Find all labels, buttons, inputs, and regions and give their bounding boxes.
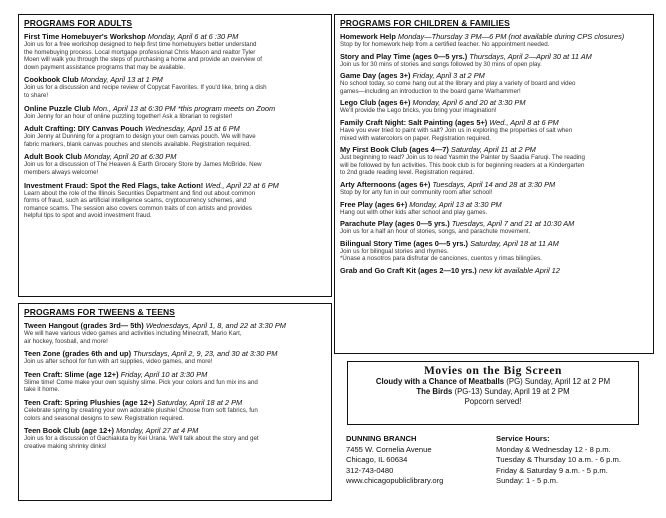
program-title: Teen Book Club (age 12+): [24, 426, 115, 436]
program-title: Parachute Play (ages 0—5 yrs.): [340, 219, 450, 229]
program-when: Monday, April 27 at 4 PM: [116, 426, 199, 436]
program-description-line: *Únase a nosotros para disfrutar de canciones, cuentos y rimas bilingües.: [340, 255, 542, 263]
program-description-line: take it home.: [24, 386, 60, 394]
program-title: Grab and Go Craft Kit (ages 2—10 yrs.): [340, 265, 477, 275]
program-description-line: members always welcome!: [24, 168, 99, 176]
branch-name: DUNNING BRANCH: [346, 434, 417, 443]
program-when: Wed., April 8 at 6 PM: [489, 117, 559, 127]
program-description-line: Join Jenny for an hour of online puzzling together! Ask a librarian to register!: [24, 112, 233, 120]
program-item: [24, 181, 327, 220]
program-heading: [340, 71, 649, 80]
program-heading: [340, 200, 649, 209]
movie-box: [347, 361, 639, 425]
movie-title: Cloudy with a Chance of Meatballs: [375, 377, 505, 386]
program-item: [340, 239, 649, 263]
program-title: Arty Afternoons (ages 6+): [340, 179, 431, 189]
program-heading: [24, 349, 327, 358]
program-description-line: Have you ever tried to paint with salt? Join us in exploring the properties of salt when: [340, 126, 573, 134]
program-when: Tuesdays, April 14 and 28 at 3:30 PM: [432, 179, 556, 189]
program-item: [24, 32, 327, 71]
program-title: Lego Club (ages 6+): [340, 98, 411, 108]
program-heading: [24, 181, 327, 190]
hours-heading: Service Hours:: [496, 434, 550, 443]
program-description-line: We will have various video games and activities including Minecraft, Mario Kart,: [24, 330, 242, 337]
program-item: [340, 145, 649, 177]
program-when: Wednesdays, April 1, 8, and 22 at 3:30 PM: [145, 321, 286, 330]
program-heading: [24, 104, 327, 113]
program-description-line: will be followed by fun activities. This book club is for beginning readers at a Kindergarten: [340, 161, 585, 169]
adults-programs-box: [18, 14, 332, 297]
program-description-line: mixed with watercolors on paper. Registration required.: [340, 134, 491, 142]
program-description-line: We'll provide the Lego bricks, you bring your imagination!: [340, 107, 497, 115]
program-title: First Time Homebuyer's Workshop: [24, 32, 146, 41]
program-description-line: down payment assistance programs that may be available.: [24, 63, 185, 71]
program-item: [340, 180, 649, 197]
movie-heading: Movies on the Big Screen: [423, 365, 563, 377]
program-when: Monday, April 6 and 20 at 3:30 PM: [412, 98, 526, 108]
program-when: Monday—Thursday 3 PM—6 PM (not available during CPS closures): [397, 32, 625, 41]
program-item: [24, 104, 327, 121]
movie-detail: (PG) Sunday, April 12 at 2 PM: [506, 377, 611, 386]
children-heading: PROGRAMS FOR CHILDREN & FAMILIES: [340, 18, 510, 28]
program-description-line: games—including an introduction to the board game Warhammer!: [340, 87, 521, 95]
program-when: new kit available April 12: [478, 265, 560, 275]
program-item: [24, 75, 327, 99]
program-title: Online Puzzle Club: [24, 103, 91, 113]
program-description-line: Join us for 30 mins of stories and songs followed by 30 mins of open play.: [340, 60, 542, 68]
program-when: Saturday, April 18 at 2 PM: [156, 397, 243, 407]
program-when: Wed., April 22 at 6 PM: [205, 180, 279, 190]
program-title: Investment Fraud: Spot the Red Flags, take Action!: [24, 180, 204, 190]
program-title: Cookbook Club: [24, 75, 79, 85]
program-when: Friday, April 10 at 3:30 PM: [120, 369, 208, 379]
movie-detail: (PG-13) Sunday, April 19 at 2 PM: [454, 387, 570, 396]
program-when: Saturday, April 18 at 11 AM: [470, 238, 559, 248]
branch-website-link[interactable]: www.chicagopubliclibrary.org: [346, 476, 444, 485]
branch-info: [346, 434, 443, 487]
movie-title: The Birds: [416, 387, 453, 396]
program-title: Teen Zone (grades 6th and up): [24, 349, 132, 359]
program-description-line: Join us for a free workshop designed to help first time homebuyers better understand: [24, 41, 257, 48]
program-item: [340, 266, 649, 275]
program-heading: [340, 52, 649, 61]
program-description-line: to 2nd grade reading level. Registration required.: [340, 169, 475, 177]
program-when: Thursdays, April 2, 9, 23, and 30 at 3:30 PM: [133, 349, 278, 359]
program-description-line: colors and seasonal designs to sew. Registration required.: [24, 414, 184, 422]
hours-line: Sunday: 1 - 5 p.m.: [496, 476, 559, 485]
movie-item: [348, 377, 638, 387]
program-title: Game Day (ages 3+): [340, 71, 411, 81]
program-heading: [24, 426, 327, 435]
teens-heading: PROGRAMS FOR TWEENS & TEENS: [24, 307, 175, 317]
program-item: [340, 52, 649, 69]
program-item: [24, 370, 327, 394]
program-title: My First Book Club (ages 4—7): [340, 145, 449, 155]
program-title: Adult Book Club: [24, 152, 82, 162]
hours-line: Friday & Saturday 9 a.m. - 5 p.m.: [496, 465, 608, 475]
program-description-line: Celebrate spring by creating your own adorable plushie! Choose from soft fabrics, fun: [24, 406, 258, 414]
program-description-line: Just beginning to read? Join us to read Yasmin the Painter by Saadia Faruqi. The reading: [340, 154, 585, 162]
program-title: Family Craft Night: Salt Painting (ages 5+): [340, 117, 488, 127]
adults-heading: PROGRAMS FOR ADULTS: [24, 18, 133, 28]
program-heading: [24, 32, 327, 41]
teens-programs-box: [18, 303, 332, 501]
program-item: [340, 98, 649, 115]
program-title: Bilingual Story Time (ages 0—5 yrs.): [340, 238, 469, 248]
program-item: [24, 398, 327, 422]
program-description-line: air hockey, foosball, and more!: [24, 337, 108, 345]
program-when: Wednesday, April 15 at 6 PM: [145, 124, 240, 134]
program-description-line: Moen will walk you through the steps of purchasing a home and provide an overview of: [24, 56, 263, 64]
program-item: [24, 152, 327, 176]
program-description-line: Join us for a discussion and recipe review of Copycat Favorites. If you'd like, bring a dish: [24, 84, 267, 92]
program-item: [24, 321, 327, 345]
program-description-line: Slime time! Come make your own squishy slime. Pick your colors and fun mix ins and: [24, 378, 258, 386]
branch-address-line2: Chicago, IL 60634: [346, 455, 408, 464]
program-description-line: Stop by for arty fun in our community room after school!: [340, 188, 493, 196]
program-description-line: Join us for bilingual stories and rhymes.: [340, 247, 449, 255]
program-item: [24, 349, 327, 366]
program-description-line: Hang out with other kids after school and play games.: [340, 208, 488, 216]
program-title: Tween Hangout (grades 3rd— 5th): [24, 321, 144, 330]
program-item: [24, 426, 327, 450]
program-description-line: Join us for a half an hour of stories, songs, and parachute movement.: [340, 228, 531, 236]
program-when: Monday, April 13 at 3:30 PM: [409, 199, 502, 209]
children-program-list: [340, 32, 649, 275]
program-heading: [24, 75, 327, 84]
program-when: Thursdays, April 2—April 30 at 11 AM: [469, 51, 592, 61]
program-description-line: helpful tips to spot and avoid investment fraud.: [24, 212, 152, 220]
branch-phone[interactable]: 312-743-0480: [346, 465, 394, 475]
program-description-line: Join us for a discussion of Gachiakuta by Kei Urana. We'll talk about the story and get: [24, 435, 259, 443]
movie-note: Popcorn served!: [464, 397, 522, 406]
program-when: Monday, April 20 at 6:30 PM: [83, 152, 177, 162]
program-heading: [340, 118, 649, 127]
hours-line: Tuesday & Thursday 10 a.m. - 6 p.m.: [496, 455, 621, 464]
program-heading: [340, 219, 649, 228]
program-heading: [340, 180, 649, 189]
program-when: Monday, April 13 at 1 PM: [80, 75, 163, 85]
program-item: [24, 124, 327, 148]
program-description-line: Join Jenny at Dunning for a program to design your own canvas pouch. We will have: [24, 133, 256, 141]
program-description-line: Join us after school for fun with art supplies, video games, and more!: [24, 358, 213, 366]
program-heading: [24, 124, 327, 133]
program-title: Teen Craft: Slime (age 12+): [24, 369, 119, 379]
program-when: Saturday, April 11 at 2 PM: [450, 145, 536, 155]
program-heading: [340, 266, 649, 275]
program-item: [340, 118, 649, 142]
program-description-line: the homebuying process. Local mortgage professional Chris Mason and realtor Tyler: [24, 48, 256, 56]
program-description-line: forms of fraud, such as artificial intelligence scams, cryptocurrency schemes, and: [24, 197, 247, 205]
program-heading: [24, 370, 327, 379]
program-heading: [340, 145, 649, 154]
program-heading: [340, 239, 649, 248]
program-title: Homework Help: [340, 32, 396, 41]
adults-program-list: [24, 32, 327, 220]
program-heading: [340, 98, 649, 107]
program-title: Adult Crafting: DIY Canvas Pouch: [24, 124, 143, 134]
program-title: Free Play (ages 6+): [340, 199, 408, 209]
movie-item: [348, 387, 638, 397]
program-when: Mon., April 13 at 6:30 PM: [92, 103, 176, 113]
hours-line: Monday & Wednesday 12 - 8 p.m.: [496, 444, 611, 454]
program-description-line: fabric markers, blank canvas pouches and stencils available. Registration required.: [24, 140, 251, 148]
program-description-line: Learn about the role of the Illinois Securities Department and find out about common: [24, 189, 256, 197]
program-title: Story and Play Time (ages 0—5 yrs.): [340, 51, 468, 61]
program-when: Tuesdays, April 7 and 21 at 10:30 AM: [451, 219, 575, 229]
teens-program-list: [24, 321, 327, 450]
children-programs-box: [334, 14, 654, 354]
program-description-line: to share!: [24, 91, 49, 99]
branch-address-line1: 7455 W. Cornelia Avenue: [346, 444, 432, 454]
service-hours: [496, 434, 621, 487]
program-item: [340, 219, 649, 236]
program-heading: [24, 398, 327, 407]
program-item: [340, 71, 649, 95]
program-heading: [340, 32, 649, 41]
program-when: Monday, April 6 at 6 :30 PM: [147, 32, 239, 41]
program-when: Friday, April 3 at 2 PM: [412, 71, 485, 81]
program-heading: [24, 152, 327, 161]
program-description-line: Stop by for homework help from a certified teacher. No appointment needed.: [340, 41, 550, 48]
program-description-line: creative making shrinky dinks!: [24, 442, 107, 450]
program-description-line: Join us for a discussion of The Heaven & Earth Grocery Store by James McBride. New: [24, 161, 262, 169]
program-item: [340, 32, 649, 49]
program-note: *this program meets on Zoom: [177, 103, 276, 113]
program-item: [340, 200, 649, 217]
program-title: Teen Craft: Spring Plushies (age 12+): [24, 397, 155, 407]
program-description-line: No school today, so come hang out at the library and play a variety of board and video: [340, 80, 576, 88]
program-description-line: romance scams. The session also covers common traits of con artists and provides: [24, 204, 252, 212]
program-heading: [24, 321, 327, 330]
